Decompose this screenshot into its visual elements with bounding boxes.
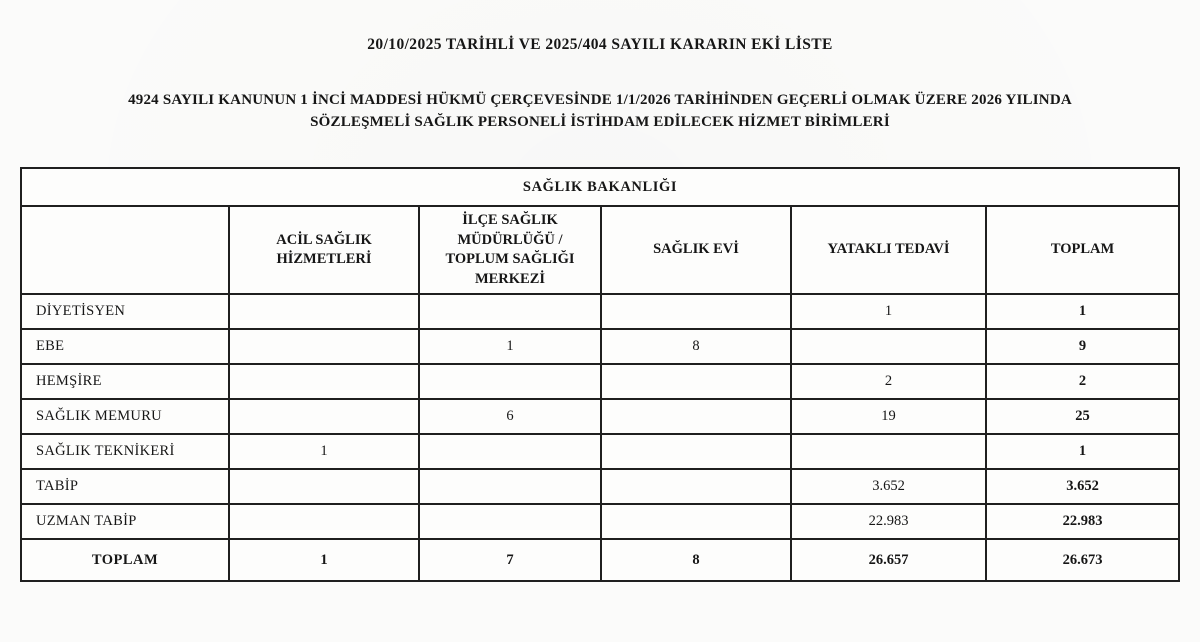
table-cell (601, 434, 791, 469)
table-cell: 1 (229, 434, 419, 469)
table-cell (601, 469, 791, 504)
column-header-acil-saglik: ACİL SAĞLIK HİZMETLERİ (229, 206, 419, 294)
personnel-table (20, 167, 1180, 582)
table-cell (419, 294, 601, 329)
document-subtitle-line1: 4924 SAYILI KANUNUN 1 İNCİ MADDESİ HÜKMÜ ÇERÇEVESİNDE 1/1/2026 TARİHİNDEN GEÇERLİ OLMAK ÜZERE 2026 YILINDA (128, 92, 1072, 108)
table-caption: SAĞLIK BAKANLIĞI (21, 168, 1179, 206)
table-row-tabip (21, 469, 1179, 504)
table-cell: 22.983 (791, 504, 986, 539)
table-cell (229, 469, 419, 504)
table-row-saglik-teknikeri (21, 434, 1179, 469)
table-row-diyetisyen (21, 294, 1179, 329)
column-header-saglik-evi: SAĞLIK EVİ (601, 206, 791, 294)
table-cell: 1 (419, 329, 601, 364)
total-cell: 26.673 (986, 539, 1179, 581)
table-cell-total: 1 (986, 434, 1179, 469)
total-cell: 8 (601, 539, 791, 581)
table-cell (601, 399, 791, 434)
table-cell: 2 (791, 364, 986, 399)
table-cell-total: 1 (986, 294, 1179, 329)
table-cell-total: 22.983 (986, 504, 1179, 539)
total-cell: 7 (419, 539, 601, 581)
table-cell (419, 504, 601, 539)
table-cell: 1 (791, 294, 986, 329)
table-row-hemsire (21, 364, 1179, 399)
table-cell (601, 294, 791, 329)
column-header-yatakli-tedavi: YATAKLI TEDAVİ (791, 206, 986, 294)
table-cell (601, 364, 791, 399)
table-cell (419, 364, 601, 399)
table-cell (229, 329, 419, 364)
row-label: SAĞLIK TEKNİKERİ (21, 434, 229, 469)
document-title: 20/10/2025 TARİHLİ VE 2025/404 SAYILI KARARIN EKİ LİSTE (367, 36, 833, 53)
table-caption-row (21, 168, 1179, 206)
column-header-ilce-saglik: İLÇE SAĞLIK MÜDÜRLÜĞÜ / TOPLUM SAĞLIĞI MERKEZİ (419, 206, 601, 294)
table-header-row (21, 206, 1179, 294)
table-total-row (21, 539, 1179, 581)
total-cell: 1 (229, 539, 419, 581)
table-cell (791, 434, 986, 469)
document-subtitle (0, 90, 1200, 134)
table-cell: 19 (791, 399, 986, 434)
table-cell (229, 364, 419, 399)
table-cell (229, 399, 419, 434)
document-subtitle-line2: SÖZLEŞMELİ SAĞLIK PERSONELİ İSTİHDAM EDİLECEK HİZMET BİRİMLERİ (310, 113, 890, 130)
total-row-label: TOPLAM (21, 539, 229, 581)
row-label: EBE (21, 329, 229, 364)
row-label: SAĞLIK MEMURU (21, 399, 229, 434)
table-cell: 3.652 (791, 469, 986, 504)
row-label: HEMŞİRE (21, 364, 229, 399)
column-header-empty (21, 206, 229, 294)
row-label: TABİP (21, 469, 229, 504)
table-cell (419, 434, 601, 469)
table-cell-total: 25 (986, 399, 1179, 434)
table-cell (791, 329, 986, 364)
table-row-ebe (21, 329, 1179, 364)
table-row-saglik-memuru (21, 399, 1179, 434)
table-cell: 8 (601, 329, 791, 364)
table-cell (419, 469, 601, 504)
table-cell (229, 504, 419, 539)
total-cell: 26.657 (791, 539, 986, 581)
table-row-uzman-tabip (21, 504, 1179, 539)
table-cell-total: 3.652 (986, 469, 1179, 504)
table-cell: 6 (419, 399, 601, 434)
table-cell-total: 2 (986, 364, 1179, 399)
column-header-toplam: TOPLAM (986, 206, 1179, 294)
table-cell (601, 504, 791, 539)
row-label: UZMAN TABİP (21, 504, 229, 539)
table-cell-total: 9 (986, 329, 1179, 364)
row-label: DİYETİSYEN (21, 294, 229, 329)
table-cell (229, 294, 419, 329)
